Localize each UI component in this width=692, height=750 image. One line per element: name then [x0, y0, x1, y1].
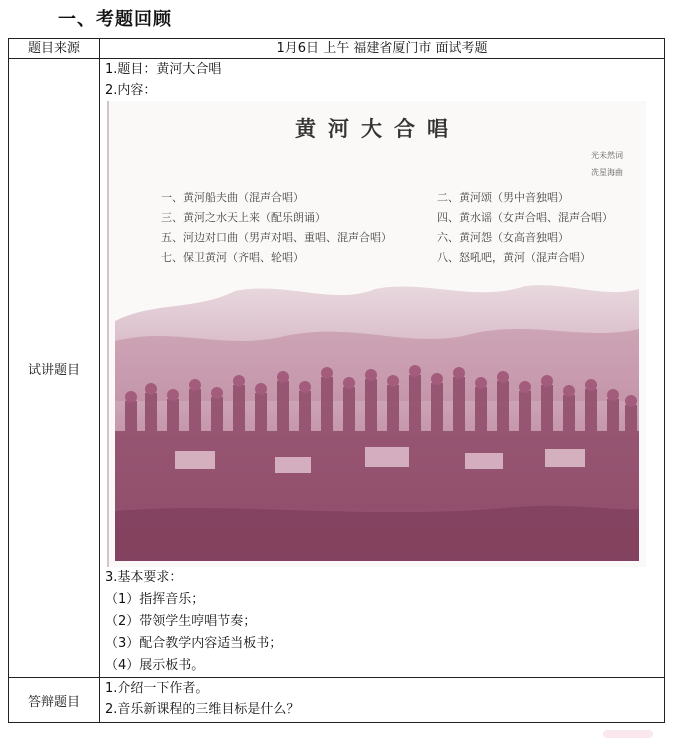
movement-item: 四、黄水谣（女声合唱、混声合唱）: [437, 211, 613, 224]
exam-table: [8, 38, 665, 723]
movement-item: 六、黄河怨（女高音独唱）: [437, 231, 569, 244]
credit-music: 冼星海曲: [591, 168, 623, 177]
trial-row: [9, 59, 665, 678]
movement-item: 八、怒吼吧，黄河（混声合唱）: [437, 251, 591, 264]
figure-title: 黄河大合唱: [295, 116, 460, 141]
defense-question: 2.音乐新课程的三维目标是什么？: [105, 702, 300, 717]
defense-row: [9, 678, 665, 723]
requirement-item: （2）带领学生哼唱节奏；: [105, 614, 257, 629]
movement-item: 一、黄河船夫曲（混声合唱）: [161, 191, 304, 204]
topic-line: 1.题目：黄河大合唱: [105, 62, 222, 77]
requirement-item: （1）指挥音乐；: [105, 592, 205, 607]
trial-content: [100, 59, 665, 678]
trial-label: 试讲题目: [9, 59, 100, 678]
source-label: 题目来源: [9, 39, 100, 59]
requirement-item: （4）展示板书。: [105, 658, 205, 673]
credit-lyrics: 光未然词: [591, 151, 623, 160]
movement-item: 七、保卫黄河（齐唱、轮唱）: [161, 251, 304, 264]
score-figure: [107, 101, 646, 567]
source-row: [9, 39, 665, 59]
section-heading: 一、考题回顾: [58, 9, 172, 30]
defense-content: [100, 678, 665, 723]
defense-question: 1.介绍一下作者。: [105, 681, 209, 696]
content-line: 2.内容：: [105, 83, 157, 98]
movement-item: 三、黄河之水天上来（配乐朗诵）: [161, 211, 326, 224]
movement-item: 二、黄河颂（男中音独唱）: [437, 191, 569, 204]
requirements-title: 3.基本要求：: [105, 570, 183, 585]
choir-photo: [115, 281, 639, 561]
movement-item: 五、河边对口曲（男声对唱、重唱、混声合唱）: [161, 231, 392, 244]
defense-label: 答辩题目: [9, 678, 100, 723]
source-value: 1月6日 上午 福建省厦门市 面试考题: [100, 39, 665, 59]
requirement-item: （3）配合教学内容适当板书；: [105, 636, 283, 651]
highlight-mark: [603, 730, 653, 738]
